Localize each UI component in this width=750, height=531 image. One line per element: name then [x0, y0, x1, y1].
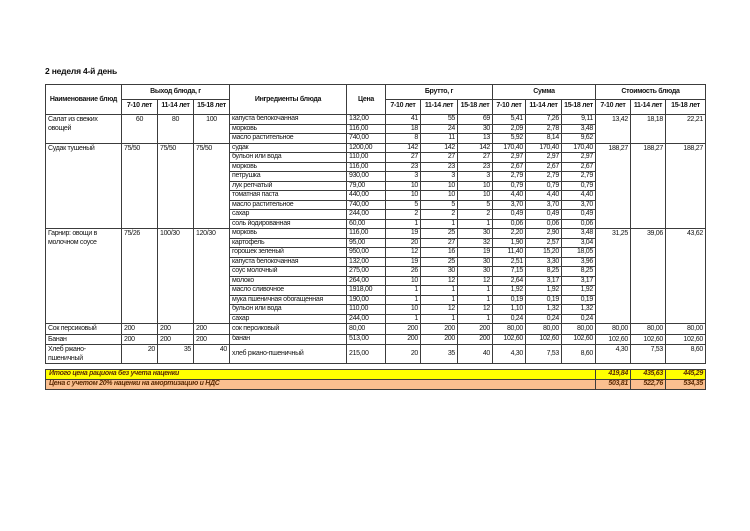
ingredient-cell: судак [230, 143, 347, 153]
age-group-header: 11-14 лет [631, 100, 666, 115]
sum-cell: 0,24 [526, 314, 562, 324]
output-cell: 40 [194, 345, 230, 364]
dish-name-cell: Гарнир: овощи в молочном соусе [46, 229, 122, 324]
sum-cell: 11,40 [493, 248, 526, 258]
col-header-dish-name: Наименование блюд [46, 85, 122, 115]
output-cell: 120/30 [194, 229, 230, 324]
age-group-header: 11-14 лет [421, 100, 458, 115]
gross-cell: 200 [458, 324, 493, 335]
sum-cell: 9,62 [562, 134, 596, 144]
gross-cell: 1 [421, 286, 458, 296]
sum-cell: 4,40 [562, 191, 596, 201]
sum-cell: 2,79 [526, 172, 562, 182]
age-group-header: 11-14 лет [526, 100, 562, 115]
total-label-cell: Итого цена рациона без учета наценки [46, 370, 596, 380]
sum-cell: 3,48 [562, 229, 596, 239]
cost-cell: 13,42 [596, 115, 631, 144]
ingredient-cell: масло растительное [230, 200, 347, 210]
ingredient-cell: петрушка [230, 172, 347, 182]
dish-name-cell: Судак тушеный [46, 143, 122, 229]
sum-cell: 170,40 [493, 143, 526, 153]
sum-cell: 3,48 [562, 124, 596, 134]
price-cell: 79,00 [347, 181, 386, 191]
price-cell: 132,00 [347, 257, 386, 267]
gross-cell: 142 [421, 143, 458, 153]
output-cell: 200 [158, 334, 194, 345]
price-cell: 110,00 [347, 305, 386, 315]
sum-cell: 2,20 [493, 229, 526, 239]
sum-cell: 1,92 [493, 286, 526, 296]
price-cell: 95,00 [347, 238, 386, 248]
gross-cell: 23 [458, 162, 493, 172]
gross-cell: 30 [458, 124, 493, 134]
gross-cell: 11 [421, 134, 458, 144]
price-cell: 1200,00 [347, 143, 386, 153]
sum-cell: 2,67 [493, 162, 526, 172]
output-cell: 75/50 [158, 143, 194, 229]
price-cell: 440,00 [347, 191, 386, 201]
ingredient-cell: хлеб ржано-пшеничный [230, 345, 347, 364]
price-cell: 116,00 [347, 124, 386, 134]
gross-cell: 1 [421, 295, 458, 305]
cost-cell: 31,25 [596, 229, 631, 324]
sum-cell: 102,60 [562, 334, 596, 345]
sum-cell: 4,40 [493, 191, 526, 201]
sum-cell: 0,06 [562, 219, 596, 229]
gross-cell: 142 [458, 143, 493, 153]
output-cell: 100 [194, 115, 230, 144]
ingredient-cell: бульон или вода [230, 305, 347, 315]
gross-cell: 200 [386, 324, 421, 335]
price-cell: 244,00 [347, 314, 386, 324]
col-header-sum: Сумма [493, 85, 596, 100]
table-row [46, 143, 706, 153]
gross-cell: 142 [386, 143, 421, 153]
sum-cell: 4,40 [526, 191, 562, 201]
sum-cell: 1,10 [493, 305, 526, 315]
sum-cell: 102,60 [493, 334, 526, 345]
gross-cell: 1 [458, 314, 493, 324]
gross-cell: 32 [458, 238, 493, 248]
sum-cell: 15,20 [526, 248, 562, 258]
sum-cell: 0,49 [493, 210, 526, 220]
output-cell: 200 [122, 324, 158, 335]
ingredient-cell: банан [230, 334, 347, 345]
price-cell: 264,00 [347, 276, 386, 286]
ingredient-cell: томатная паста [230, 191, 347, 201]
sum-cell: 7,53 [526, 345, 562, 364]
sum-cell: 2,09 [493, 124, 526, 134]
gross-cell: 19 [386, 257, 421, 267]
price-cell: 215,00 [347, 345, 386, 364]
price-cell: 740,00 [347, 134, 386, 144]
page-title: 2 неделя 4-й день [45, 66, 118, 76]
sum-cell: 2,90 [526, 229, 562, 239]
output-cell: 80 [158, 115, 194, 144]
gross-cell: 10 [421, 181, 458, 191]
sum-cell: 3,96 [562, 257, 596, 267]
price-cell: 513,00 [347, 334, 386, 345]
sum-cell: 0,06 [526, 219, 562, 229]
age-group-header: 15-18 лет [194, 100, 230, 115]
sum-cell: 102,60 [526, 334, 562, 345]
gross-cell: 16 [421, 248, 458, 258]
age-group-header: 15-18 лет [562, 100, 596, 115]
sum-cell: 0,19 [526, 295, 562, 305]
gross-cell: 2 [458, 210, 493, 220]
table-row [46, 324, 706, 335]
output-cell: 20 [122, 345, 158, 364]
sum-cell: 3,17 [526, 276, 562, 286]
sum-cell: 0,79 [526, 181, 562, 191]
dish-name-cell: Хлеб ржано-пшеничный [46, 345, 122, 364]
table-row [46, 115, 706, 125]
total-value-cell: 503,81 [596, 380, 631, 390]
gross-cell: 23 [386, 162, 421, 172]
gross-cell: 69 [458, 115, 493, 125]
gross-cell: 27 [458, 153, 493, 163]
gross-cell: 30 [421, 267, 458, 277]
gross-cell: 25 [421, 257, 458, 267]
gross-cell: 35 [421, 345, 458, 364]
cost-cell: 18,18 [631, 115, 666, 144]
sum-cell: 3,70 [526, 200, 562, 210]
gross-cell: 30 [458, 229, 493, 239]
price-cell: 950,00 [347, 248, 386, 258]
sum-cell: 2,64 [493, 276, 526, 286]
output-cell: 200 [158, 324, 194, 335]
sum-cell: 2,79 [493, 172, 526, 182]
ingredient-cell: сахар [230, 314, 347, 324]
gross-cell: 20 [386, 238, 421, 248]
sum-cell: 2,78 [526, 124, 562, 134]
sum-cell: 1,92 [526, 286, 562, 296]
gross-cell: 18 [386, 124, 421, 134]
gross-cell: 3 [421, 172, 458, 182]
gross-cell: 20 [386, 345, 421, 364]
age-group-header: 7-10 лет [596, 100, 631, 115]
gross-cell: 27 [421, 238, 458, 248]
output-cell: 200 [122, 334, 158, 345]
price-cell: 116,00 [347, 162, 386, 172]
sum-cell: 3,04 [562, 238, 596, 248]
sum-cell: 4,30 [493, 345, 526, 364]
ingredient-cell: капуста белокочанная [230, 257, 347, 267]
col-header-output: Выход блюда, г [122, 85, 230, 100]
price-cell: 110,00 [347, 153, 386, 163]
sum-cell: 3,17 [562, 276, 596, 286]
gross-cell: 10 [421, 191, 458, 201]
col-header-price: Цена [347, 85, 386, 115]
sum-cell: 7,15 [493, 267, 526, 277]
gross-cell: 1 [386, 219, 421, 229]
ingredient-cell: масло сливочное [230, 286, 347, 296]
total-row [46, 370, 706, 380]
sum-cell: 0,49 [526, 210, 562, 220]
age-group-header: 15-18 лет [458, 100, 493, 115]
sum-cell: 3,70 [562, 200, 596, 210]
price-cell: 1918,00 [347, 286, 386, 296]
gross-cell: 12 [421, 276, 458, 286]
sum-cell: 2,97 [526, 153, 562, 163]
gross-cell: 10 [458, 191, 493, 201]
total-value-cell: 522,76 [631, 380, 666, 390]
output-cell: 75/50 [194, 143, 230, 229]
gross-cell: 1 [386, 295, 421, 305]
cost-cell: 80,00 [596, 324, 631, 335]
cost-cell: 80,00 [631, 324, 666, 335]
output-cell: 100/30 [158, 229, 194, 324]
gross-cell: 19 [458, 248, 493, 258]
gross-cell: 27 [386, 153, 421, 163]
sum-cell: 2,97 [493, 153, 526, 163]
table-body [46, 115, 706, 390]
output-cell: 200 [194, 324, 230, 335]
gross-cell: 8 [386, 134, 421, 144]
sum-cell: 2,51 [493, 257, 526, 267]
total-label-cell: Цена с учетом 20% наценки на амортизацию и НДС [46, 380, 596, 390]
cost-cell: 188,27 [631, 143, 666, 229]
sum-cell: 18,05 [562, 248, 596, 258]
ingredient-cell: соль йодированная [230, 219, 347, 229]
sum-cell: 2,79 [562, 172, 596, 182]
cost-cell: 8,60 [666, 345, 706, 364]
output-cell: 75/50 [122, 143, 158, 229]
gross-cell: 200 [386, 334, 421, 345]
sum-cell: 170,40 [562, 143, 596, 153]
sum-cell: 80,00 [493, 324, 526, 335]
gross-cell: 5 [458, 200, 493, 210]
gross-cell: 1 [421, 219, 458, 229]
cost-cell: 188,27 [596, 143, 631, 229]
cost-cell: 7,53 [631, 345, 666, 364]
sum-cell: 80,00 [526, 324, 562, 335]
gross-cell: 12 [386, 248, 421, 258]
gross-cell: 30 [458, 267, 493, 277]
price-cell: 60,00 [347, 219, 386, 229]
sum-cell: 0,19 [493, 295, 526, 305]
col-header-cost: Стоимость блюда [596, 85, 706, 100]
price-cell: 132,00 [347, 115, 386, 125]
sum-cell: 1,92 [562, 286, 596, 296]
price-cell: 190,00 [347, 295, 386, 305]
sum-cell: 0,49 [562, 210, 596, 220]
price-cell: 275,00 [347, 267, 386, 277]
dish-name-cell: Банан [46, 334, 122, 345]
sum-cell: 170,40 [526, 143, 562, 153]
gross-cell: 25 [421, 229, 458, 239]
price-cell: 80,00 [347, 324, 386, 335]
dish-name-cell: Салат из свежих овощей [46, 115, 122, 144]
gross-cell: 200 [421, 334, 458, 345]
gross-cell: 200 [421, 324, 458, 335]
ingredient-cell: морковь [230, 124, 347, 134]
ingredient-cell: молоко [230, 276, 347, 286]
gross-cell: 27 [421, 153, 458, 163]
ingredient-cell: капуста белокочанная [230, 115, 347, 125]
gross-cell: 200 [458, 334, 493, 345]
cost-cell: 102,60 [631, 334, 666, 345]
menu-table [45, 84, 706, 390]
total-value-cell: 419,84 [596, 370, 631, 380]
table-row [46, 334, 706, 345]
sum-cell: 0,79 [493, 181, 526, 191]
ingredient-cell: морковь [230, 229, 347, 239]
sum-cell: 8,60 [562, 345, 596, 364]
gross-cell: 26 [386, 267, 421, 277]
output-cell: 200 [194, 334, 230, 345]
gross-cell: 10 [386, 276, 421, 286]
gross-cell: 55 [421, 115, 458, 125]
ingredient-cell: сахар [230, 210, 347, 220]
col-header-gross: Брутто, г [386, 85, 493, 100]
gross-cell: 41 [386, 115, 421, 125]
age-group-header: 7-10 лет [493, 100, 526, 115]
gross-cell: 5 [421, 200, 458, 210]
gross-cell: 12 [421, 305, 458, 315]
sum-cell: 5,92 [493, 134, 526, 144]
header-group-row [46, 85, 706, 100]
price-cell: 930,00 [347, 172, 386, 182]
cost-cell: 102,60 [666, 334, 706, 345]
dish-name-cell: Сок персиковый [46, 324, 122, 335]
cost-cell: 39,06 [631, 229, 666, 324]
gross-cell: 13 [458, 134, 493, 144]
sum-cell: 1,32 [562, 305, 596, 315]
gross-cell: 12 [458, 305, 493, 315]
ingredient-cell: масло растительное [230, 134, 347, 144]
gross-cell: 10 [386, 191, 421, 201]
sum-cell: 2,67 [526, 162, 562, 172]
sum-cell: 0,24 [493, 314, 526, 324]
sum-cell: 5,41 [493, 115, 526, 125]
output-cell: 75/26 [122, 229, 158, 324]
sum-cell: 0,19 [562, 295, 596, 305]
sum-cell: 3,30 [526, 257, 562, 267]
sum-cell: 0,79 [562, 181, 596, 191]
cost-cell: 188,27 [666, 143, 706, 229]
total-row [46, 380, 706, 390]
gross-cell: 24 [421, 124, 458, 134]
age-group-header: 7-10 лет [386, 100, 421, 115]
gross-cell: 10 [386, 305, 421, 315]
col-header-ingredients: Ингредиенты блюда [230, 85, 347, 115]
sum-cell: 7,26 [526, 115, 562, 125]
sum-cell: 8,14 [526, 134, 562, 144]
sum-cell: 8,25 [562, 267, 596, 277]
gross-cell: 10 [386, 181, 421, 191]
sum-cell: 2,57 [526, 238, 562, 248]
gross-cell: 2 [421, 210, 458, 220]
gross-cell: 5 [386, 200, 421, 210]
ingredient-cell: горошек зеленый [230, 248, 347, 258]
total-value-cell: 445,29 [666, 370, 706, 380]
gross-cell: 2 [386, 210, 421, 220]
sum-cell: 0,06 [493, 219, 526, 229]
sum-cell: 2,97 [562, 153, 596, 163]
gross-cell: 10 [458, 181, 493, 191]
cost-cell: 102,60 [596, 334, 631, 345]
gross-cell: 1 [421, 314, 458, 324]
age-group-header: 11-14 лет [158, 100, 194, 115]
sum-cell: 2,67 [562, 162, 596, 172]
cost-cell: 22,21 [666, 115, 706, 144]
ingredient-cell: соус молочный [230, 267, 347, 277]
output-cell: 35 [158, 345, 194, 364]
age-group-header: 7-10 лет [122, 100, 158, 115]
gross-cell: 30 [458, 257, 493, 267]
gross-cell: 1 [458, 295, 493, 305]
ingredient-cell: морковь [230, 162, 347, 172]
sum-cell: 1,90 [493, 238, 526, 248]
gross-cell: 3 [458, 172, 493, 182]
table-header [46, 85, 706, 115]
gross-cell: 1 [458, 286, 493, 296]
ingredient-cell: лук репчатый [230, 181, 347, 191]
gross-cell: 1 [386, 286, 421, 296]
table-row [46, 229, 706, 239]
sum-cell: 3,70 [493, 200, 526, 210]
total-value-cell: 534,35 [666, 380, 706, 390]
output-cell: 60 [122, 115, 158, 144]
price-cell: 740,00 [347, 200, 386, 210]
sum-cell: 9,11 [562, 115, 596, 125]
gross-cell: 40 [458, 345, 493, 364]
ingredient-cell: мука пшеничная обогащенная [230, 295, 347, 305]
cost-cell: 80,00 [666, 324, 706, 335]
price-cell: 244,00 [347, 210, 386, 220]
gross-cell: 19 [386, 229, 421, 239]
gross-cell: 1 [458, 219, 493, 229]
cost-cell: 43,62 [666, 229, 706, 324]
ingredient-cell: бульон или вода [230, 153, 347, 163]
ingredient-cell: сок персиковый [230, 324, 347, 335]
total-value-cell: 435,63 [631, 370, 666, 380]
sum-cell: 1,32 [526, 305, 562, 315]
cost-cell: 4,30 [596, 345, 631, 364]
table-row [46, 345, 706, 364]
gross-cell: 1 [386, 314, 421, 324]
sum-cell: 0,24 [562, 314, 596, 324]
sum-cell: 8,25 [526, 267, 562, 277]
sum-cell: 80,00 [562, 324, 596, 335]
price-cell: 116,00 [347, 229, 386, 239]
age-group-header: 15-18 лет [666, 100, 706, 115]
gross-cell: 3 [386, 172, 421, 182]
gross-cell: 23 [421, 162, 458, 172]
ingredient-cell: картофель [230, 238, 347, 248]
gross-cell: 12 [458, 276, 493, 286]
